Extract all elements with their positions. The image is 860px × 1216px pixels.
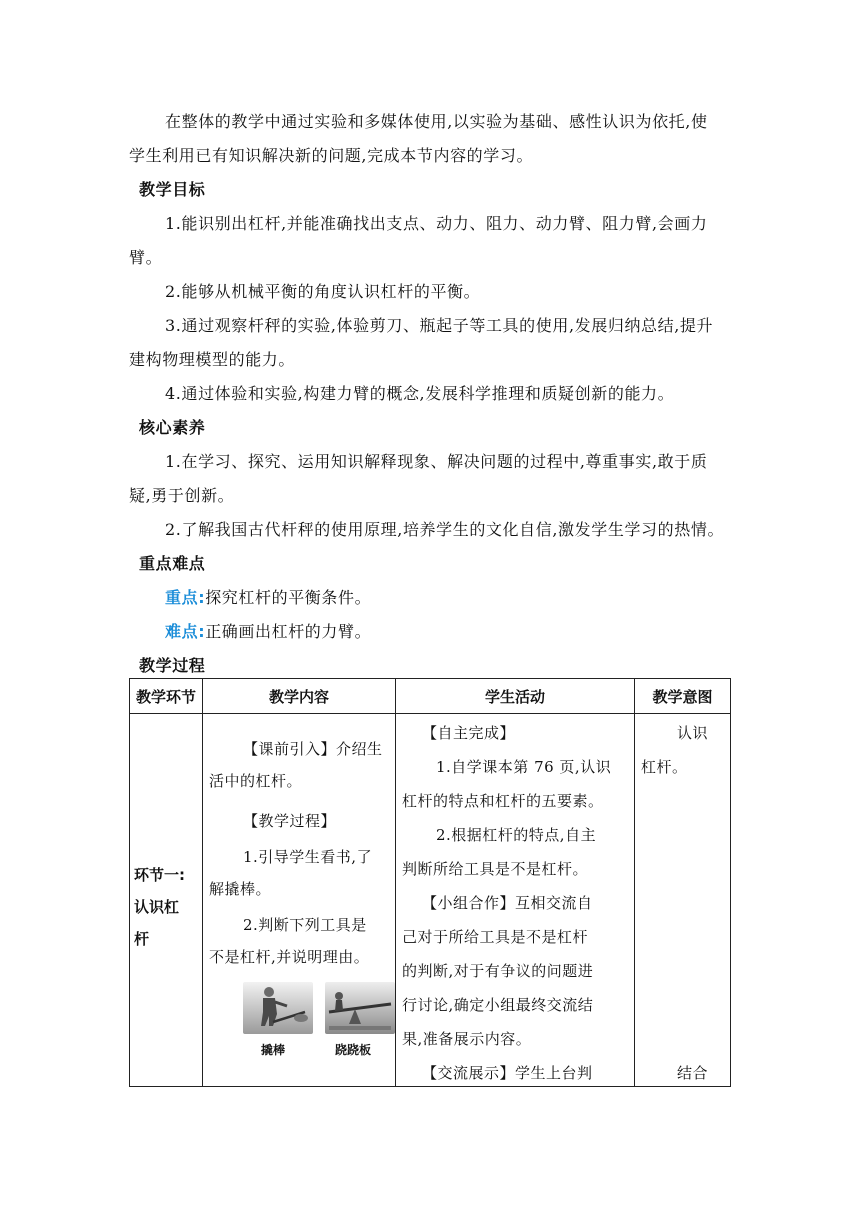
key-points-heading: 重点难点 [139,554,206,573]
table-header-row [130,679,731,714]
content-line: 不是杠杆,并说明理由。 [209,948,370,966]
intent-line: 认识 [677,724,709,742]
teaching-process-table [129,678,731,1087]
objective-3-line-1: 3.通过观察杆秤的实验,体验剪刀、瓶起子等工具的使用,发展归纳总结,提升 [165,316,714,335]
activity-line: 的判断,对于有争议的问题进 [402,962,594,980]
activity-line: 【交流展示】学生上台判 [422,1064,593,1082]
column-header: 教学意图 [635,679,731,714]
key-point [165,588,371,608]
literacy-2: 2.了解我国古代杆秤的使用原理,培养学生的文化自信,激发学生学习的热情。 [165,520,725,539]
column-header: 教学环节 [130,679,203,714]
column-header: 教学内容 [203,679,396,714]
difficulty-point [165,622,371,642]
content-line: 解撬棒。 [209,880,272,898]
objective-3-line-2: 建构物理模型的能力。 [129,350,296,369]
activity-line: 判断所给工具是不是杠杆。 [402,860,589,878]
table-row [130,714,731,1087]
section-title-line: 杆 [134,930,150,948]
content-line: 2.判断下列工具是 [243,916,367,934]
section-cell [130,714,203,1087]
section-title-line: 认识杠 [134,898,180,916]
seesaw-image [325,982,395,1034]
intent-line: 结合 [677,1064,709,1082]
literacy-1-line-2: 疑,勇于创新。 [129,486,235,505]
activity-line: 果,准备展示内容。 [402,1030,532,1048]
literacy-1-line-1: 1.在学习、探究、运用知识解释现象、解决问题的过程中,尊重事实,敢于质 [165,452,708,471]
content-line: 【教学过程】 [243,812,337,830]
content-cell [203,714,396,1087]
column-header: 学生活动 [396,679,635,714]
activity-line: 1.自学课本第 76 页,认识 [436,758,612,776]
process-heading: 教学过程 [139,656,206,675]
activity-line: 2.根据杠杆的特点,自主 [436,826,597,844]
key-point-text: 探究杠杆的平衡条件。 [205,588,372,607]
activity-line: 【小组合作】互相交流自 [422,894,593,912]
crowbar-image [243,982,313,1034]
image-caption: 撬棒 [261,1043,286,1057]
literacy-heading: 核心素养 [139,418,206,437]
section-title [134,859,185,955]
activity-line: 己对于所给工具是不是杠杆 [402,928,589,946]
intro-line-1: 在整体的教学中通过实验和多媒体使用,以实验为基础、感性认识为依托,使 [165,112,708,131]
objective-2: 2.能够从机械平衡的角度认识杠杆的平衡。 [165,282,481,301]
key-point-label: 重点: [165,588,206,607]
difficulty-text: 正确画出杠杆的力臂。 [205,622,372,641]
intro-line-2: 学生利用已有知识解决新的问题,完成本节内容的学习。 [129,146,534,165]
content-line: 活中的杠杆。 [209,772,303,790]
objectives-heading: 教学目标 [139,180,206,199]
activity-line: 【自主完成】 [422,724,516,742]
content-line: 1.引导学生看书,了 [243,848,373,866]
difficulty-label: 难点: [165,622,206,641]
intent-line: 杠杆。 [641,758,688,776]
activity-cell [396,714,635,1087]
activity-line: 杠杆的特点和杠杆的五要素。 [402,792,604,810]
activity-line: 行讨论,确定小组最终交流结 [402,996,594,1014]
objective-1-line-2: 臂。 [129,248,163,267]
objective-1-line-1: 1.能识别出杠杆,并能准确找出支点、动力、阻力、动力臂、阻力臂,会画力 [165,214,708,233]
objective-4: 4.通过体验和实验,构建力臂的概念,发展科学推理和质疑创新的能力。 [165,384,675,403]
content-line: 【课前引入】介绍生 [243,740,383,758]
image-caption: 跷跷板 [335,1043,372,1057]
intent-cell [635,714,731,1087]
section-title-line: 环节一: [134,866,185,884]
